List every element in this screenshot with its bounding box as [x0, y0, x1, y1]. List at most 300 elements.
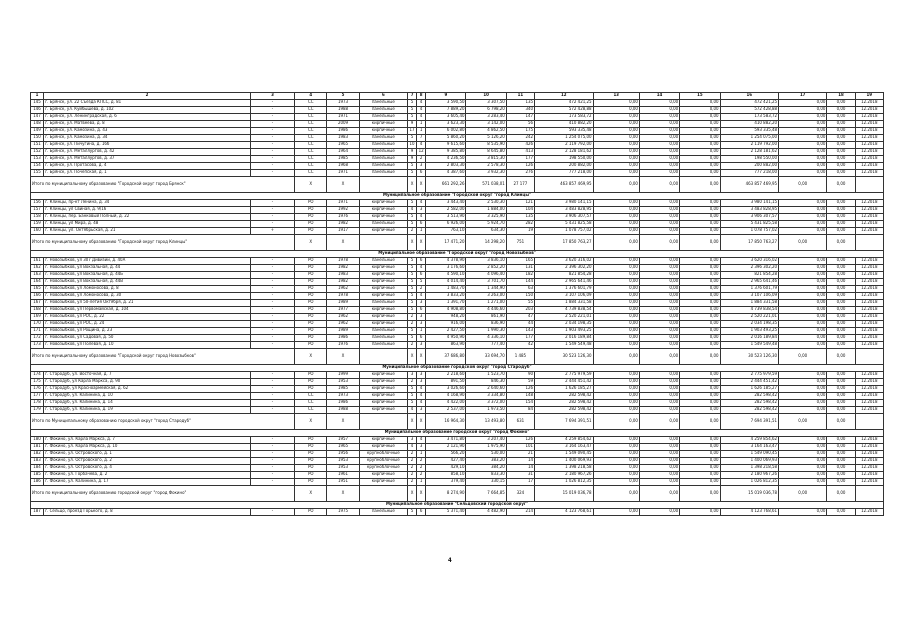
table-cell: СС — [295, 393, 327, 400]
table-cell: 181 — [31, 444, 44, 451]
table-cell: 3 283,40 — [466, 114, 506, 121]
table-row — [31, 372, 884, 379]
table-cell: РО — [295, 279, 327, 286]
table-cell — [359, 235, 407, 251]
table-cell: 1971 — [327, 200, 359, 207]
table-cell: 2 — [408, 321, 417, 328]
table-cell: 5 431 825,58 — [535, 221, 593, 228]
table-cell: 214 — [506, 509, 534, 516]
table-cell: 0,00 — [827, 300, 855, 307]
total-cell: 0,00 — [593, 235, 639, 251]
total-cell: 0,00 — [593, 349, 639, 365]
total-cell: 571 038,01 — [466, 177, 506, 193]
total-cell: 15 019 036,78 — [720, 486, 778, 502]
table-row — [31, 509, 884, 516]
table-cell: 0,00 — [593, 451, 639, 458]
total-cell: 0,00 — [779, 349, 827, 365]
table-cell: 1 903 493,25 — [535, 328, 593, 335]
table-cell: 0,00 — [827, 335, 855, 342]
table-cell: 4 336,10 — [466, 335, 506, 342]
section-title: Муниципальное образование городской округ "город Стародуб" — [31, 365, 884, 372]
table-cell: 0,00 — [827, 135, 855, 142]
table-cell: 1953 — [327, 458, 359, 465]
table-cell: 427,40 — [426, 458, 466, 465]
table-cell: 1975 — [327, 509, 359, 516]
table-cell: РО — [295, 472, 327, 479]
table-cell: 5 — [408, 100, 417, 107]
table-cell: 2 — [408, 379, 417, 386]
table-cell: г. Новозыбков, ул Ломоносова, д. 30 — [44, 293, 251, 300]
table-cell — [855, 486, 883, 502]
total-cell: X — [408, 486, 417, 502]
table-cell: 2 444 451,42 — [720, 379, 778, 386]
total-row — [31, 414, 884, 430]
table-cell: 0,00 — [779, 200, 827, 207]
table-cell: - — [250, 170, 294, 177]
total-cell: X — [408, 349, 417, 365]
table-cell: 2 396 302,20 — [535, 265, 593, 272]
table-cell: 1973 — [327, 100, 359, 107]
table-cell: 42 — [506, 342, 534, 349]
table-cell: РО — [295, 372, 327, 379]
table-cell: - — [250, 379, 294, 386]
table-cell: 1 884,00 — [466, 207, 506, 214]
table-cell: 1976 — [327, 214, 359, 221]
table-cell: 0,00 — [680, 458, 720, 465]
table-cell: 2 180 967,26 — [535, 472, 593, 479]
table-cell: 0,00 — [827, 221, 855, 228]
table-cell: г. Клинцы, пер. Банковый Полный, д. 22 — [44, 214, 251, 221]
table-cell: кирпичные — [359, 128, 407, 135]
table-cell: 3 026,60 — [426, 386, 466, 393]
table-cell: 0,00 — [680, 279, 720, 286]
table-cell: 4 — [417, 142, 426, 149]
table-cell: 0,00 — [639, 314, 679, 321]
table-row — [31, 335, 884, 342]
table-cell: 3 164 163,47 — [535, 444, 593, 451]
table-cell: 1 398 218,58 — [720, 465, 778, 472]
total-cell: 661 292,26 — [426, 177, 466, 193]
table-cell: 12.2018 — [855, 393, 883, 400]
table-row — [31, 314, 884, 321]
table-cell: 1977 — [327, 307, 359, 314]
table-cell: 152 — [31, 149, 44, 156]
table-cell: 1 400 069,93 — [720, 458, 778, 465]
total-cell: 16 964,30 — [426, 414, 466, 430]
header-row — [31, 93, 884, 100]
table-cell: кирпичные — [359, 279, 407, 286]
table-row — [31, 207, 884, 214]
table-row — [31, 128, 884, 135]
table-cell: 1 344,90 — [466, 286, 506, 293]
table-cell: 1 — [417, 479, 426, 486]
table-cell: 2 852,20 — [466, 265, 506, 272]
table-row — [31, 107, 884, 114]
table-cell: 1 549 549,48 — [720, 342, 778, 349]
table-cell: кирпичные — [359, 314, 407, 321]
table-cell: 0,00 — [639, 279, 679, 286]
table-cell: 0,00 — [779, 107, 827, 114]
table-cell: 0,00 — [779, 142, 827, 149]
total-cell: 17 471,20 — [426, 235, 466, 251]
table-cell: г. Брянск, ул. Камозина, д. 34 — [44, 135, 251, 142]
table-row — [31, 379, 884, 386]
table-row — [31, 321, 884, 328]
table-cell: 3 836,10 — [466, 258, 506, 265]
table-cell: 0,00 — [827, 437, 855, 444]
table-cell: - — [250, 107, 294, 114]
table-cell: 384,20 — [466, 465, 506, 472]
table-cell: кирпичные — [359, 386, 407, 393]
header-cell: 5 — [327, 93, 359, 100]
table-cell: 12.2018 — [855, 400, 883, 407]
table-cell: 5 — [408, 335, 417, 342]
table-cell: - — [250, 321, 294, 328]
table-cell: СС — [295, 407, 327, 414]
section-row — [31, 251, 884, 258]
table-cell: 3 605,40 — [426, 114, 466, 121]
table-cell: 12.2018 — [855, 328, 883, 335]
total-cell: X — [327, 235, 359, 251]
table-cell: 4 422,00 — [426, 400, 466, 407]
table-cell: 413 — [506, 149, 534, 156]
table-cell: г. Фокино, ул. Островского, д. 1 — [44, 451, 251, 458]
table-cell: 169 — [31, 314, 44, 321]
table-cell: 9 — [408, 121, 417, 128]
table-cell: 0,00 — [680, 407, 720, 414]
table-cell: 0,00 — [680, 479, 720, 486]
table-cell: панельные — [359, 149, 407, 156]
table-cell: г. Стародуб, ул. Калинина, д. 19 — [44, 407, 251, 414]
table-cell: 3 513,90 — [426, 214, 466, 221]
table-cell: 5 — [408, 214, 417, 221]
table-cell: 0,00 — [779, 221, 827, 228]
table-cell: 0,00 — [639, 386, 679, 393]
table-cell: 0,00 — [779, 170, 827, 177]
table-cell: г. Фокино, ул. Карла Маркса, д. 7 — [44, 437, 251, 444]
table-cell: РО — [295, 286, 327, 293]
table-cell: панельные — [359, 258, 407, 265]
table-cell: 2 775 979,59 — [720, 372, 778, 379]
total-cell: X — [417, 486, 426, 502]
table-cell: 6 — [417, 335, 426, 342]
table-cell: СС — [295, 170, 327, 177]
table-cell: 0,00 — [639, 472, 679, 479]
table-cell: 1 549 549,48 — [535, 342, 593, 349]
table-cell: 0,00 — [779, 400, 827, 407]
table-cell: панельные — [359, 342, 407, 349]
total-cell: 27 177 — [506, 177, 534, 193]
table-row — [31, 307, 884, 314]
table-cell: г. Новозыбков, ул Вокзальная, д. 44Б — [44, 272, 251, 279]
table-cell: 383,20 — [466, 458, 506, 465]
total-cell: 14 298,20 — [466, 235, 506, 251]
table-cell: 0,00 — [779, 437, 827, 444]
table-cell: 0,00 — [639, 328, 679, 335]
table-cell: кирпичные — [359, 207, 407, 214]
table-cell: 282 598,42 — [720, 393, 778, 400]
table-cell: 0,00 — [779, 372, 827, 379]
table-cell: 19 — [506, 228, 534, 235]
table-cell: 1988 — [327, 107, 359, 114]
table-cell: 155 — [31, 170, 44, 177]
table-cell: 0,00 — [593, 321, 639, 328]
table-cell: 3 — [417, 407, 426, 414]
table-cell: 1999 — [327, 372, 359, 379]
table-cell: 1962 — [327, 314, 359, 321]
header-cell: 6 — [359, 93, 407, 100]
table-cell: 3 620 316,02 — [535, 258, 593, 265]
table-cell: 0,00 — [827, 114, 855, 121]
table-cell: 0,00 — [593, 121, 639, 128]
table-cell: 14 — [506, 465, 534, 472]
table-cell: 2 128 181,62 — [720, 149, 778, 156]
table-cell: 1978 — [327, 258, 359, 265]
total-cell: X — [295, 177, 327, 193]
table-cell: 168 — [31, 307, 44, 314]
table-cell: 2 — [417, 465, 426, 472]
table-cell: 429,10 — [426, 465, 466, 472]
table-cell: 2 180 967,26 — [720, 472, 778, 479]
table-cell: 0,00 — [779, 114, 827, 121]
table-row — [31, 200, 884, 207]
table-cell: 0,00 — [593, 286, 639, 293]
table-cell: 5 — [408, 200, 417, 207]
table-cell: 150 — [31, 135, 44, 142]
table-cell: кирпичные — [359, 472, 407, 479]
table-cell: 821 854,28 — [720, 272, 778, 279]
table-cell: г. Брянск, ул. Металлургов, д. 37 — [44, 156, 251, 163]
table-cell: 2009 — [327, 121, 359, 128]
table-cell: 0,00 — [593, 314, 639, 321]
table-cell: 17 — [408, 128, 417, 135]
table-cell: 0,00 — [680, 228, 720, 235]
table-cell: 282 598,42 — [535, 393, 593, 400]
table-cell: 4 — [408, 407, 417, 414]
table-cell: РО — [295, 379, 327, 386]
table-cell: 7 889,20 — [426, 107, 466, 114]
table-cell: 891,50 — [426, 379, 466, 386]
table-cell: панельные — [359, 328, 407, 335]
table-cell: 0,00 — [779, 407, 827, 414]
table-cell: 0,00 — [680, 107, 720, 114]
table-cell: 0,00 — [593, 214, 639, 221]
table-cell: 3 263,00 — [466, 293, 506, 300]
table-cell: 2 — [408, 465, 417, 472]
total-cell: X — [408, 414, 417, 430]
table-cell: - — [250, 279, 294, 286]
table-cell: 145 — [31, 100, 44, 107]
table-cell: 5 — [417, 279, 426, 286]
total-cell: X — [327, 349, 359, 365]
table-cell: 777,40 — [466, 342, 506, 349]
table-cell: 0,00 — [680, 342, 720, 349]
table-cell — [855, 177, 883, 193]
table-cell: 3 — [417, 314, 426, 321]
table-cell: кирпичные — [359, 286, 407, 293]
table-cell: 0,00 — [639, 509, 679, 516]
table-cell: - — [250, 307, 294, 314]
table-cell: 151 — [31, 142, 44, 149]
table-cell: 186 — [31, 479, 44, 486]
table-cell: 0,00 — [680, 286, 720, 293]
table-cell: 12 — [417, 149, 426, 156]
table-cell: 47 — [506, 314, 534, 321]
table-cell: панельные — [359, 300, 407, 307]
table-cell: г. Новозыбков, ул РОС, д. 22 — [44, 314, 251, 321]
table-cell: 2 016 189,84 — [535, 335, 593, 342]
table-cell: 0,00 — [779, 300, 827, 307]
table-cell: 0,00 — [680, 135, 720, 142]
table-cell: 0,00 — [593, 407, 639, 414]
table-cell: кирпичные — [359, 379, 407, 386]
table-row — [31, 293, 884, 300]
table-cell: 2 016 189,84 — [720, 335, 778, 342]
table-cell: 0,00 — [680, 207, 720, 214]
table-row — [31, 437, 884, 444]
table-cell: 178 — [31, 400, 44, 407]
table-cell: 1989 — [327, 300, 359, 307]
total-cell: X — [295, 414, 327, 430]
table-row — [31, 265, 884, 272]
table-cell: 410 882,20 — [535, 121, 593, 128]
table-cell: 2 119 792,00 — [535, 142, 593, 149]
table-cell: 4 — [408, 444, 417, 451]
table-cell: 634,30 — [466, 228, 506, 235]
table-cell: - — [250, 272, 294, 279]
table-cell: РО — [295, 314, 327, 321]
total-cell: 0,00 — [779, 414, 827, 430]
table-cell: 21 — [506, 451, 534, 458]
table-cell: 4 014,40 — [426, 279, 466, 286]
table-cell: 2 119 792,00 — [720, 142, 778, 149]
table-cell: 187 — [31, 509, 44, 516]
total-cell: 0,00 — [779, 177, 827, 193]
table-cell: 5 — [408, 293, 417, 300]
table-cell: 948,20 — [426, 314, 466, 321]
table-cell: панельные — [359, 135, 407, 142]
total-cell: 0,00 — [680, 349, 720, 365]
table-cell: - — [250, 207, 294, 214]
table-cell: 4 908,80 — [426, 307, 466, 314]
table-cell: 12.2018 — [855, 472, 883, 479]
table-cell: РО — [295, 335, 327, 342]
table-cell: г. Сельцо, проезд Горького, д. 8 — [44, 509, 251, 516]
table-cell: 0,00 — [827, 156, 855, 163]
table-cell: 0,00 — [593, 170, 639, 177]
table-cell: 0,00 — [680, 170, 720, 177]
table-cell: 4 — [417, 214, 426, 221]
register-table — [30, 92, 884, 516]
table-cell: 0,00 — [680, 451, 720, 458]
table-cell: 0,00 — [639, 135, 679, 142]
table-cell: 0,00 — [779, 228, 827, 235]
table-cell: 1 549 090,45 — [535, 451, 593, 458]
table-cell: 1917 — [327, 228, 359, 235]
total-cell: 463 857 469,95 — [535, 177, 593, 193]
table-cell: 4 387,60 — [426, 170, 466, 177]
table-cell: - — [250, 444, 294, 451]
table-cell: г. Новозыбков, ул Рощина, д. 23 — [44, 328, 251, 335]
table-cell: 0,00 — [827, 379, 855, 386]
table-cell: 164 — [31, 279, 44, 286]
table-cell: 3 325,90 — [466, 214, 506, 221]
table-cell: 0,00 — [593, 379, 639, 386]
table-cell: 1 549 090,45 — [720, 451, 778, 458]
table-row — [31, 400, 884, 407]
table-cell: г. Фокино, ул. Островского, д. 2 — [44, 458, 251, 465]
table-cell: 1957 — [327, 437, 359, 444]
total-cell: 0,00 — [639, 486, 679, 502]
header-cell: 18 — [827, 93, 855, 100]
table-cell: 185 — [31, 472, 44, 479]
table-cell: 821 854,28 — [535, 272, 593, 279]
table-cell: 6 — [417, 258, 426, 265]
table-cell: 5 — [408, 509, 417, 516]
total-cell: 0,00 — [593, 177, 639, 193]
table-cell: 2 — [417, 286, 426, 293]
table-cell: 0,00 — [779, 393, 827, 400]
table-row — [31, 135, 884, 142]
table-cell: 0,00 — [680, 444, 720, 451]
table-cell: 0,00 — [639, 286, 679, 293]
table-cell: 0,00 — [593, 444, 639, 451]
table-cell: - — [250, 221, 294, 228]
table-cell: 44 — [506, 321, 534, 328]
table-cell — [359, 349, 407, 365]
table-cell: 3 — [417, 321, 426, 328]
table-cell: 5 — [408, 135, 417, 142]
table-cell: 0,00 — [827, 142, 855, 149]
table-cell: 0,00 — [680, 321, 720, 328]
table-cell: 3 — [417, 379, 426, 386]
table-cell: 3 833,20 — [426, 293, 466, 300]
table-cell: 3 590,50 — [426, 100, 466, 107]
table-cell: 2 — [417, 472, 426, 479]
table-cell: РО — [295, 207, 327, 214]
table-cell: кирпичные — [359, 307, 407, 314]
total-cell: X — [417, 177, 426, 193]
total-cell: X — [417, 235, 426, 251]
table-cell: 157 — [31, 207, 44, 214]
table-row — [31, 221, 884, 228]
table-cell: - — [250, 509, 294, 516]
table-cell: 10 — [408, 142, 417, 149]
table-cell: 135 — [506, 100, 534, 107]
table-cell: 12.2018 — [855, 509, 883, 516]
table-cell: 0,00 — [680, 142, 720, 149]
table-cell: 0,00 — [680, 509, 720, 516]
table-cell: 0,00 — [779, 286, 827, 293]
table-cell: 0,00 — [593, 509, 639, 516]
total-cell: 0,00 — [827, 486, 855, 502]
table-cell: 3 207,40 — [466, 437, 506, 444]
table-cell: - — [250, 293, 294, 300]
table-cell: РО — [295, 272, 327, 279]
total-cell: 7 664,85 — [466, 486, 506, 502]
table-cell: 12.2018 — [855, 321, 883, 328]
table-cell: - — [250, 300, 294, 307]
table-cell: 12.2018 — [855, 314, 883, 321]
table-cell: 0,00 — [779, 279, 827, 286]
table-cell: - — [250, 458, 294, 465]
table-row — [31, 451, 884, 458]
table-cell: г. Брянск, ул. Протасова, д. 4 — [44, 163, 251, 170]
total-cell: 0,00 — [593, 414, 639, 430]
table-cell: 0,00 — [680, 149, 720, 156]
table-cell: 3 471,80 — [426, 437, 466, 444]
page-number: 4 — [448, 557, 452, 564]
